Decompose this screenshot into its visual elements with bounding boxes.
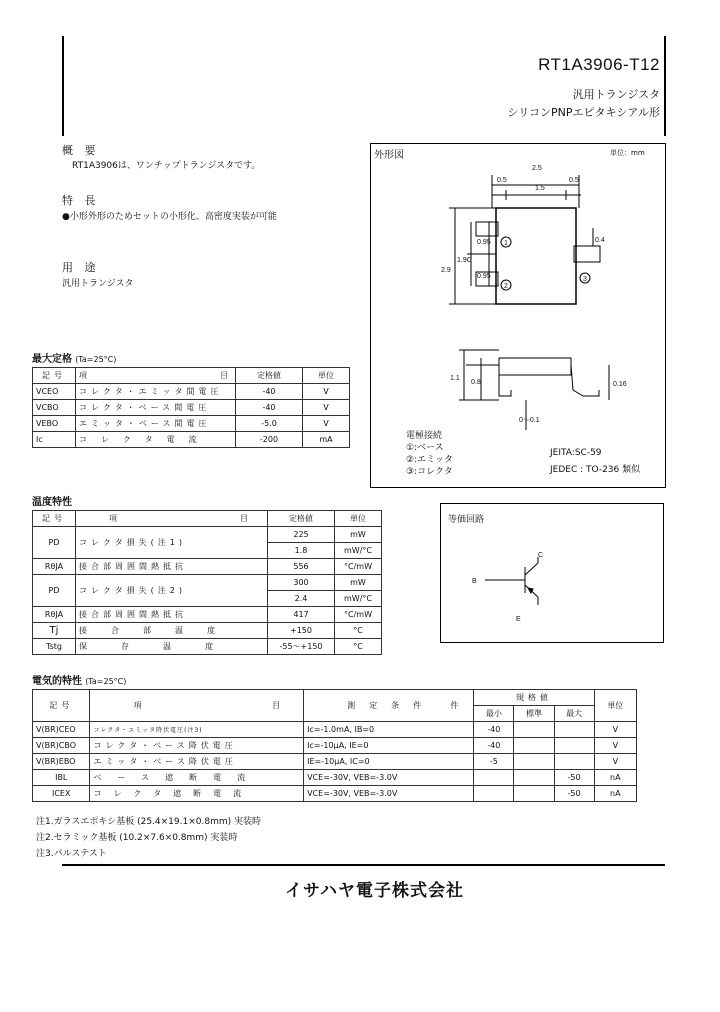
col-symbol: 記号 [33,690,90,722]
pin-label-2: 2 [504,283,508,290]
cell-symbol: RθJA [33,559,76,575]
cell-rating: 300 [268,575,335,591]
col-cond [304,690,474,722]
cell-unit: V [594,722,636,738]
cell-rating: -5.0 [236,416,303,432]
cell-symbol: PD [33,527,76,559]
table-row [33,639,382,655]
cell-min: -5 [474,754,514,770]
cell-unit: mW/°C [335,543,382,559]
equiv-c: C [538,552,544,559]
thermal-heading: 温度特性 [32,497,72,508]
col-rating [236,368,303,384]
col-max: 最大 [554,706,594,722]
pin-emitter: ②:エミッタ [406,455,453,465]
table-row [33,416,350,432]
cell-symbol: VEBO [33,416,76,432]
cell-typ [514,754,554,770]
transistor-symbol [470,545,570,625]
cell-cond: VCE=-30V, VEB=-3.0V [304,786,474,802]
cell-min [474,786,514,802]
table-row [33,607,382,623]
cell-unit: V [303,416,350,432]
cell-unit: nA [594,786,636,802]
cell-item: 接合部周囲間熱抵抗 [76,607,268,623]
table-header-row [33,511,382,527]
table-row [33,722,637,738]
table-header-row [33,368,350,384]
company-name: イサハヤ電子株式会社 [285,881,464,901]
cell-item: コレクタ・エミッタ降伏電圧(注3) [90,722,304,738]
cell-item: コレクタ・エミッタ間電圧 [76,384,236,400]
dim-h-mid: 1.9C [457,257,472,264]
cell-symbol: ICEX [33,786,90,802]
table-row [33,738,637,754]
table-row [33,432,350,448]
cell-cond: VCE=-30V, VEB=-3.0V [304,770,474,786]
cell-rating: 225 [268,527,335,543]
cell-symbol: V(BR)EBO [33,754,90,770]
cell-rating: 556 [268,559,335,575]
cell-typ [514,770,554,786]
overview-text: RT1A3906は、ワンチップトランジスタです。 [72,161,261,171]
note-1: 注1.ガラスエポキシ基板 (25.4×19.1×0.8mm) 実装時 [36,817,261,827]
cell-item: コレクタ・ベース降伏電圧 [90,738,304,754]
cell-min [474,770,514,786]
cell-symbol: VCBO [33,400,76,416]
dim-w-right: 0.5 [569,177,579,184]
dim-w-left: 0.5 [497,177,507,184]
col-unit: 単位 [594,690,636,722]
cell-symbol: Tj [33,623,76,639]
cell-symbol: PD [33,575,76,607]
cell-max [554,754,594,770]
features-text: ●小形外形のためセットの小形化、高密度実装が可能 [62,212,277,222]
cell-unit: V [303,384,350,400]
cell-unit: mW/°C [335,591,382,607]
col-rating-a: 定格 [257,371,273,380]
cell-unit: mW [335,527,382,543]
cell-unit: V [594,738,636,754]
cell-rating: 1.8 [268,543,335,559]
cell-item: 接合部周囲間熱抵抗 [76,559,268,575]
col-item [76,368,236,384]
cell-item: エミッタ・ベース降伏電圧 [90,754,304,770]
header-right-rule [664,36,666,136]
electrical-table [32,689,637,802]
cell-symbol: Ic [33,432,76,448]
cell-typ [514,722,554,738]
cell-item: コレクタ損失(注2) [76,575,268,607]
table-row [33,400,350,416]
cell-item: ベース遮断電流 [90,770,304,786]
col-rating: 定格値 [268,511,335,527]
col-symbol: 記号 [33,368,76,384]
cell-rating: -40 [236,384,303,400]
dim-h-a: 0.95 [477,239,491,246]
cell-symbol: V(BR)CEO [33,722,90,738]
cell-rating: -40 [236,400,303,416]
applications-heading: 用 途 [62,261,100,274]
jedec-label: JEDEC : TO-236 類似 [550,465,641,475]
dim-h-total: 2.9 [441,267,451,274]
col-symbol: 記号 [33,511,76,527]
equiv-title: 等価回路 [448,515,485,525]
equiv-b: B [472,578,477,585]
cell-min: -40 [474,722,514,738]
overview-heading: 概 要 [62,144,100,157]
col-item-a: 項 [79,371,91,380]
dim-w-mid: 1.5 [535,185,545,192]
cell-item: コレクタ遮断電流 [90,786,304,802]
cell-item: コレクタ損失(注1) [76,527,268,559]
dim-foot: 0〜0.1 [519,417,540,424]
pins-title: 電極接続 [406,431,443,441]
cell-max [554,738,594,754]
cell-item: 保存温度 [76,639,268,655]
cell-typ [514,786,554,802]
cell-unit: V [303,400,350,416]
col-unit: 単位 [335,511,382,527]
cell-cond: Ic=-10μA, IE=0 [304,738,474,754]
table-row [33,623,382,639]
col-cond-a: 測定条件 [347,701,436,710]
thermal-table [32,510,382,655]
cell-rating: 417 [268,607,335,623]
cell-rating: +150 [268,623,335,639]
cell-item: コレクタ・ベース間電圧 [76,400,236,416]
equiv-e: E [516,616,521,623]
cell-typ [514,738,554,754]
table-header-row [33,690,637,706]
electrical-heading: 電気的特性 [32,676,82,687]
dim-t2: 0.8 [471,379,481,386]
cell-unit: °C [335,623,382,639]
cell-unit: °C [335,639,382,655]
cell-symbol: VCEO [33,384,76,400]
cell-min: -40 [474,738,514,754]
cell-max: -50 [554,786,594,802]
pin-label-1: 1 [504,240,508,247]
cell-item: 接合部温度 [76,623,268,639]
cell-cond: IE=-10μA, IC=0 [304,754,474,770]
table-row [33,786,637,802]
electrical-title [32,672,126,687]
cell-unit: mW [335,575,382,591]
subtitle-type: シリコンPNPエピタキシアル形 [507,106,660,119]
max-ratings-title [32,350,116,365]
cell-unit: nA [594,770,636,786]
cell-unit: mA [303,432,350,448]
cell-unit: °C/mW [335,559,382,575]
table-row [33,754,637,770]
dim-thick: 1.1 [450,375,460,382]
dim-side: 0.4 [595,237,605,244]
footer-rule [62,864,665,866]
col-item-b: 目 [220,371,232,380]
cell-max [554,722,594,738]
part-number: RT1A3906-T12 [538,55,660,74]
cell-symbol: Tstg [33,639,76,655]
cell-rating: -55〜+150 [268,639,335,655]
cell-symbol: IBL [33,770,90,786]
dim-lead: 0.16 [613,381,627,388]
subtitle-general: 汎用トランジスタ [572,88,660,101]
jeita-label: JEITA:SC-59 [550,448,602,458]
table-row [33,575,382,591]
col-unit: 単位 [303,368,350,384]
pin-collector: ③:コレクタ [406,467,453,477]
max-ratings-table [32,367,350,448]
outline-unit: 単位：mm [610,149,645,157]
cell-unit: °C/mW [335,607,382,623]
note-3: 注3.パルステスト [36,849,107,859]
dim-w-total: 2.5 [532,165,542,172]
applications-text: 汎用トランジスタ [62,279,134,289]
max-ratings-condition: (Ta=25°C) [75,355,117,364]
col-cond-b: 件 [450,701,459,710]
table-row [33,559,382,575]
cell-rating: 2.4 [268,591,335,607]
features-heading: 特 長 [62,194,100,207]
cell-item: エミッタ・ベース間電圧 [76,416,236,432]
cell-item: コレクタ電流 [76,432,236,448]
cell-symbol: RθJA [33,607,76,623]
col-item [76,511,268,527]
col-item-b: 目 [272,701,281,710]
dim-h-b: 0.95 [477,273,491,280]
cell-max: -50 [554,770,594,786]
pin-base: ①:ベース [406,443,444,453]
col-item-a: 項 [133,701,142,710]
table-row [33,770,637,786]
note-2: 注2.セラミック基板 (10.2×7.6×0.8mm) 実装時 [36,833,238,843]
cell-unit: V [594,754,636,770]
cell-rating: -200 [236,432,303,448]
header-left-rule [62,36,64,136]
col-min: 最小 [474,706,514,722]
col-rating-b: 値 [273,371,281,380]
col-item [90,690,304,722]
pin-label-3: 3 [583,276,587,283]
col-spec: 規格値 [474,690,594,706]
table-row [33,527,382,543]
cell-cond: Ic=-1.0mA, IB=0 [304,722,474,738]
outline-title: 外形図 [374,150,404,161]
electrical-condition: (Ta=25°C) [85,677,127,686]
table-row [33,384,350,400]
max-ratings-heading: 最大定格 [32,354,72,365]
cell-symbol: V(BR)CBO [33,738,90,754]
col-item-a: 項 [109,514,117,523]
col-item-b: 目 [240,514,248,523]
col-typ: 標準 [514,706,554,722]
